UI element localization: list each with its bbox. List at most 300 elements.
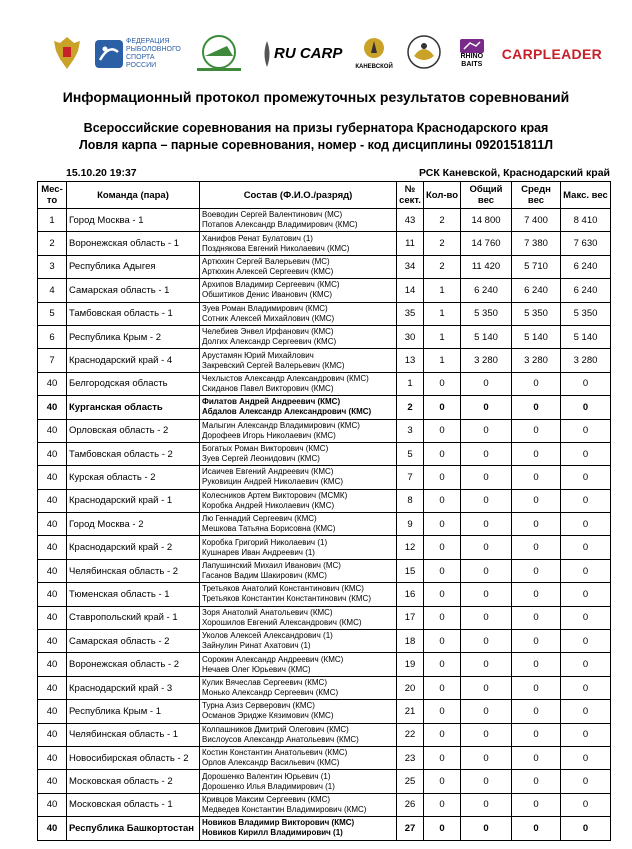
- total-weight-cell: 0: [461, 700, 512, 723]
- total-weight-cell: 0: [461, 419, 512, 442]
- member-name: Зоря Анатолий Анатольевич (КМС): [202, 607, 333, 617]
- column-header-place: Мес-то: [38, 182, 67, 209]
- kanevskaya-logo: [355, 37, 392, 71]
- total-weight-cell: 0: [461, 676, 512, 699]
- team-cell: Самарская область - 2: [67, 630, 200, 653]
- max-weight-cell: 0: [561, 606, 611, 629]
- member-name: Артюхин Сергей Валерьевич (МС): [202, 256, 330, 266]
- member-name: Турна Азиз Серверович (КМС): [202, 701, 315, 711]
- member-name: Дорошенко Валентин Юрьевич (1): [202, 771, 331, 781]
- sector-cell: 27: [397, 817, 424, 840]
- count-cell: 1: [424, 325, 461, 348]
- team-cell: Воронежская область - 1: [67, 232, 200, 255]
- column-header-members: Состав (Ф.И.О./разряд): [200, 182, 397, 209]
- total-weight-cell: 5 350: [461, 302, 512, 325]
- members-cell: [200, 513, 397, 536]
- team-cell: Республика Башкортостан: [67, 817, 200, 840]
- total-weight-cell: 0: [461, 559, 512, 582]
- members-cell: [200, 793, 397, 816]
- count-cell: 0: [424, 630, 461, 653]
- place-cell: 3: [38, 255, 67, 278]
- max-weight-cell: 0: [561, 396, 611, 419]
- member-name: Лю Геннадий Сергеевич (КМС): [202, 514, 317, 524]
- count-cell: 1: [424, 349, 461, 372]
- member-name: Долгих Александр Сергеевич (КМС): [202, 337, 337, 347]
- table-row: [38, 676, 611, 699]
- sector-cell: 30: [397, 325, 424, 348]
- member-name: Орлов Александр Васильевич (КМС): [202, 758, 340, 768]
- sector-cell: 22: [397, 723, 424, 746]
- sector-cell: 25: [397, 770, 424, 793]
- column-header-team: Команда (пара): [67, 182, 200, 209]
- count-cell: 0: [424, 746, 461, 769]
- place-cell: 40: [38, 746, 67, 769]
- total-weight-cell: 0: [461, 770, 512, 793]
- members-cell: [200, 349, 397, 372]
- member-name: Исаичев Евгений Андреевич (КМС): [202, 467, 334, 477]
- member-name: Колпашников Дмитрий Олегович (КМС): [202, 724, 349, 734]
- sector-cell: 26: [397, 793, 424, 816]
- ru-carp-logo: [260, 39, 342, 69]
- sector-cell: 21: [397, 700, 424, 723]
- total-weight-cell: 0: [461, 606, 512, 629]
- table-row: [38, 372, 611, 395]
- fishing-sport-federation-logo: [95, 38, 181, 70]
- sector-cell: 13: [397, 349, 424, 372]
- max-weight-cell: 0: [561, 700, 611, 723]
- federation-text: ФЕДЕРАЦИЯ РЫБОЛОВНОГО СПОРТА РОССИИ: [126, 38, 181, 69]
- member-name: Абдалов Александр Александрович (КМС): [202, 407, 372, 417]
- discipline-line: Ловля карпа – парные соревнования, номер - код дисциплины 0920151811Л: [79, 138, 553, 152]
- place-cell: 40: [38, 770, 67, 793]
- sector-cell: 16: [397, 583, 424, 606]
- avg-weight-cell: 0: [512, 653, 561, 676]
- avg-weight-cell: 0: [512, 770, 561, 793]
- sector-cell: 7: [397, 466, 424, 489]
- member-name: Вислоусов Александр Анатольевич (КМС): [202, 734, 359, 744]
- avg-weight-cell: 7 400: [512, 209, 561, 232]
- count-cell: 2: [424, 255, 461, 278]
- place-cell: 5: [38, 302, 67, 325]
- column-header-total-weight: Общий вес: [461, 182, 512, 209]
- team-cell: Московская область - 1: [67, 793, 200, 816]
- fishing-club-logo: [406, 34, 442, 74]
- sector-cell: 3: [397, 419, 424, 442]
- members-cell: [200, 770, 397, 793]
- anglers-logo: [191, 34, 247, 74]
- max-weight-cell: 0: [561, 746, 611, 769]
- count-cell: 1: [424, 302, 461, 325]
- count-cell: 0: [424, 723, 461, 746]
- sector-cell: 18: [397, 630, 424, 653]
- sector-cell: 43: [397, 209, 424, 232]
- member-name: Османов Эридже Кязимович (КМС): [202, 711, 334, 721]
- team-cell: Курская область - 2: [67, 466, 200, 489]
- team-cell: Тамбовская область - 1: [67, 302, 200, 325]
- max-weight-cell: 0: [561, 583, 611, 606]
- sector-cell: 11: [397, 232, 424, 255]
- rhino-baits-logo: [455, 39, 489, 69]
- place-cell: 40: [38, 396, 67, 419]
- members-cell: [200, 676, 397, 699]
- team-cell: Республика Крым - 2: [67, 325, 200, 348]
- avg-weight-cell: 0: [512, 583, 561, 606]
- members-cell: [200, 817, 397, 840]
- max-weight-cell: 0: [561, 372, 611, 395]
- max-weight-cell: 0: [561, 442, 611, 465]
- date-location-line: [66, 167, 610, 179]
- place-cell: 40: [38, 466, 67, 489]
- member-name: Сорокин Александр Андреевич (КМС): [202, 654, 344, 664]
- team-cell: Орловская область - 2: [67, 419, 200, 442]
- members-cell: [200, 372, 397, 395]
- fishing-club-icon: [406, 34, 442, 74]
- sponsor-logos: [52, 30, 602, 78]
- total-weight-cell: 0: [461, 466, 512, 489]
- member-name: Зуев Роман Владимирович (КМС): [202, 303, 328, 313]
- max-weight-cell: 0: [561, 630, 611, 653]
- max-weight-cell: 6 240: [561, 279, 611, 302]
- table-row: [38, 419, 611, 442]
- carpleader-logo: [501, 46, 602, 62]
- member-name: Дорошенко Илья Владимирович (1): [202, 781, 335, 791]
- member-name: Артюхин Алексей Сергеевич (КМС): [202, 266, 334, 276]
- member-name: Кулик Вячеслав Сергеевич (КМС): [202, 678, 327, 687]
- member-name: Арустамян Юрий Михайлович: [202, 350, 314, 360]
- table-row: [38, 793, 611, 816]
- max-weight-cell: 0: [561, 676, 611, 699]
- avg-weight-cell: 0: [512, 746, 561, 769]
- count-cell: 2: [424, 209, 461, 232]
- total-weight-cell: 3 280: [461, 349, 512, 372]
- avg-weight-cell: 0: [512, 513, 561, 536]
- member-name: Кушнарев Иван Андреевич (1): [202, 547, 315, 557]
- total-weight-cell: 0: [461, 817, 512, 840]
- place-cell: 40: [38, 606, 67, 629]
- avg-weight-cell: 0: [512, 700, 561, 723]
- member-name: Богатых Роман Викторович (КМС): [202, 444, 329, 454]
- emblem-logo: [52, 35, 82, 73]
- total-weight-cell: 0: [461, 653, 512, 676]
- table-row: [38, 442, 611, 465]
- table-header-row: [38, 182, 611, 209]
- members-cell: [200, 536, 397, 559]
- team-cell: Ставропольский край - 1: [67, 606, 200, 629]
- avg-weight-cell: 5 350: [512, 302, 561, 325]
- max-weight-cell: 0: [561, 653, 611, 676]
- member-name: Архипов Владимир Сергеевич (КМС): [202, 280, 340, 290]
- count-cell: 1: [424, 279, 461, 302]
- avg-weight-cell: 5 140: [512, 325, 561, 348]
- sector-cell: 34: [397, 255, 424, 278]
- sector-cell: 2: [397, 396, 424, 419]
- avg-weight-cell: 0: [512, 489, 561, 512]
- place-cell: 4: [38, 279, 67, 302]
- rhino-baits-icon: [460, 39, 484, 53]
- sector-cell: 5: [397, 442, 424, 465]
- max-weight-cell: 5 140: [561, 325, 611, 348]
- members-cell: [200, 232, 397, 255]
- count-cell: 0: [424, 372, 461, 395]
- max-weight-cell: 5 350: [561, 302, 611, 325]
- avg-weight-cell: 0: [512, 676, 561, 699]
- member-name: Челебиев Энвел Ирфанович (КМС): [202, 327, 334, 337]
- member-name: Потапов Александр Владимирович (КМС): [202, 220, 358, 230]
- rhino-baits-text: RHINO BAITS: [460, 53, 484, 68]
- team-cell: Челябинская область - 1: [67, 723, 200, 746]
- member-name: Медведев Константин Владимирович (КМС): [202, 804, 367, 814]
- table-row: [38, 349, 611, 372]
- sector-cell: 17: [397, 606, 424, 629]
- count-cell: 0: [424, 442, 461, 465]
- member-name: Зуев Сергей Леонидович (КМС): [202, 454, 320, 464]
- total-weight-cell: 5 140: [461, 325, 512, 348]
- max-weight-cell: 0: [561, 817, 611, 840]
- members-cell: [200, 489, 397, 512]
- team-cell: Краснодарский край - 3: [67, 676, 200, 699]
- avg-weight-cell: 0: [512, 466, 561, 489]
- total-weight-cell: 0: [461, 489, 512, 512]
- team-cell: Новосибирская область - 2: [67, 746, 200, 769]
- avg-weight-cell: 6 240: [512, 279, 561, 302]
- member-name: Дорофеев Игорь Николаевич (КМС): [202, 430, 336, 440]
- max-weight-cell: 6 240: [561, 255, 611, 278]
- table-row: [38, 770, 611, 793]
- place-cell: 40: [38, 536, 67, 559]
- team-cell: Самарская область - 1: [67, 279, 200, 302]
- place-cell: 40: [38, 793, 67, 816]
- avg-weight-cell: 0: [512, 817, 561, 840]
- member-name: Монько Александр Сергеевич (КМС): [202, 688, 339, 697]
- sector-cell: 12: [397, 536, 424, 559]
- table-row: [38, 513, 611, 536]
- member-name: Закревский Сергей Валерьевич (КМС): [202, 360, 345, 370]
- member-name: Мешкова Татьяна Борисовна (КМС): [202, 524, 336, 534]
- total-weight-cell: 14 760: [461, 232, 512, 255]
- team-cell: Город Москва - 1: [67, 209, 200, 232]
- ru-carp-icon: [260, 39, 274, 69]
- total-weight-cell: 0: [461, 536, 512, 559]
- members-cell: [200, 746, 397, 769]
- avg-weight-cell: 0: [512, 793, 561, 816]
- avg-weight-cell: 0: [512, 606, 561, 629]
- table-row: [38, 817, 611, 840]
- max-weight-cell: 0: [561, 559, 611, 582]
- member-name: Уколов Алексей Александрович (1): [202, 631, 333, 641]
- total-weight-cell: 0: [461, 442, 512, 465]
- member-name: Малыгин Александр Владимирович (КМС): [202, 420, 360, 430]
- max-weight-cell: 0: [561, 770, 611, 793]
- count-cell: 0: [424, 559, 461, 582]
- member-name: Новиков Кирилл Владимирович (1): [202, 828, 343, 838]
- column-header-count: Кол-во: [424, 182, 461, 209]
- sector-cell: 14: [397, 279, 424, 302]
- members-cell: [200, 700, 397, 723]
- place-cell: 40: [38, 653, 67, 676]
- table-row: [38, 653, 611, 676]
- count-cell: 0: [424, 653, 461, 676]
- place-cell: 40: [38, 372, 67, 395]
- count-cell: 0: [424, 583, 461, 606]
- count-cell: 0: [424, 536, 461, 559]
- member-name: Филатов Андрей Андреевич (КМС): [202, 397, 341, 407]
- kanevskaya-text: КАНЕВСКОЙ: [355, 64, 393, 70]
- table-row: [38, 302, 611, 325]
- count-cell: 2: [424, 232, 461, 255]
- members-cell: [200, 442, 397, 465]
- total-weight-cell: 0: [461, 396, 512, 419]
- member-name: Позднякова Евгений Николаевич (КМС): [202, 243, 350, 253]
- place-cell: 1: [38, 209, 67, 232]
- team-cell: Тюменская область - 1: [67, 583, 200, 606]
- table-row: [38, 279, 611, 302]
- member-name: Новиков Владимир Викторович (КМС): [202, 818, 355, 828]
- max-weight-cell: 0: [561, 723, 611, 746]
- member-name: Коробка Андрей Николаевич (КМС): [202, 500, 335, 510]
- avg-weight-cell: 0: [512, 536, 561, 559]
- sector-cell: 19: [397, 653, 424, 676]
- place-cell: 40: [38, 583, 67, 606]
- avg-weight-cell: 3 280: [512, 349, 561, 372]
- members-cell: [200, 653, 397, 676]
- table-row: [38, 232, 611, 255]
- table-row: [38, 583, 611, 606]
- team-cell: Краснодарский край - 4: [67, 349, 200, 372]
- table-row: [38, 606, 611, 629]
- sector-cell: 1: [397, 372, 424, 395]
- sector-cell: 8: [397, 489, 424, 512]
- sector-cell: 23: [397, 746, 424, 769]
- max-weight-cell: 0: [561, 489, 611, 512]
- max-weight-cell: 0: [561, 466, 611, 489]
- max-weight-cell: 0: [561, 536, 611, 559]
- sector-cell: 20: [397, 676, 424, 699]
- sector-cell: 35: [397, 302, 424, 325]
- members-cell: [200, 559, 397, 582]
- member-name: Воеводин Сергей Валентинович (МС): [202, 210, 343, 220]
- team-cell: Республика Адыгея: [67, 255, 200, 278]
- member-name: Чехлыстов Александр Александрович (КМС): [202, 373, 369, 383]
- count-cell: 0: [424, 513, 461, 536]
- table-row: [38, 209, 611, 232]
- place-cell: 2: [38, 232, 67, 255]
- members-cell: [200, 466, 397, 489]
- max-weight-cell: 3 280: [561, 349, 611, 372]
- table-row: [38, 466, 611, 489]
- column-header-max-weight: Макс. вес: [561, 182, 611, 209]
- total-weight-cell: 0: [461, 372, 512, 395]
- place-cell: 40: [38, 723, 67, 746]
- members-cell: [200, 419, 397, 442]
- kanevskaya-icon: [363, 37, 385, 63]
- team-cell: Тамбовская область - 2: [67, 442, 200, 465]
- results-table: [37, 181, 611, 841]
- document-title: Информационный протокол промежуточных результатов соревнований: [62, 89, 570, 105]
- team-cell: Краснодарский край - 1: [67, 489, 200, 512]
- max-weight-cell: 0: [561, 419, 611, 442]
- table-row: [38, 630, 611, 653]
- place-cell: 40: [38, 442, 67, 465]
- members-cell: [200, 606, 397, 629]
- member-name: Сотник Алексей Михайлович (КМС): [202, 313, 335, 323]
- avg-weight-cell: 0: [512, 372, 561, 395]
- member-name: Ханифов Ренат Булатович (1): [202, 233, 313, 243]
- sector-cell: 9: [397, 513, 424, 536]
- member-name: Коробка Григорий Николаевич (1): [202, 537, 328, 547]
- avg-weight-cell: 0: [512, 630, 561, 653]
- count-cell: 0: [424, 700, 461, 723]
- members-cell: [200, 723, 397, 746]
- team-cell: Челябинская область - 2: [67, 559, 200, 582]
- avg-weight-cell: 0: [512, 419, 561, 442]
- member-name: Скиданов Павел Викторович (КМС): [202, 383, 334, 393]
- competition-name: Всероссийские соревнования на призы губернатора Краснодарского края: [83, 121, 549, 135]
- members-cell: [200, 279, 397, 302]
- table-row: [38, 700, 611, 723]
- team-cell: Московская область - 2: [67, 770, 200, 793]
- avg-weight-cell: 7 380: [512, 232, 561, 255]
- member-name: Колесников Артем Викторович (МСМК): [202, 490, 348, 500]
- member-name: Гасанов Вадим Шакирович (КМС): [202, 571, 327, 581]
- count-cell: 0: [424, 770, 461, 793]
- protocol-datetime: 15.10.20 19:37: [66, 167, 137, 179]
- count-cell: 0: [424, 793, 461, 816]
- anglers-logo-icon: [191, 34, 247, 74]
- max-weight-cell: 8 410: [561, 209, 611, 232]
- team-cell: Курганская область: [67, 396, 200, 419]
- total-weight-cell: 0: [461, 723, 512, 746]
- team-cell: Республика Крым - 1: [67, 700, 200, 723]
- members-cell: [200, 325, 397, 348]
- table-row: [38, 325, 611, 348]
- total-weight-cell: 0: [461, 513, 512, 536]
- total-weight-cell: 0: [461, 793, 512, 816]
- place-cell: 7: [38, 349, 67, 372]
- member-name: Руковицин Андрей Николаевич (КМС): [202, 477, 344, 487]
- avg-weight-cell: 5 710: [512, 255, 561, 278]
- max-weight-cell: 0: [561, 513, 611, 536]
- emblem-icon: [52, 35, 82, 73]
- member-name: Лапушинский Михаил Иванович (МС): [202, 561, 341, 571]
- members-cell: [200, 255, 397, 278]
- table-row: [38, 723, 611, 746]
- members-cell: [200, 209, 397, 232]
- count-cell: 0: [424, 396, 461, 419]
- avg-weight-cell: 0: [512, 723, 561, 746]
- total-weight-cell: 11 420: [461, 255, 512, 278]
- fishing-sport-federation-icon: [95, 40, 123, 68]
- place-cell: 40: [38, 559, 67, 582]
- member-name: Третьяков Константин Константинович (КМС): [202, 594, 371, 604]
- ru-carp-text: RU CARP: [274, 45, 343, 62]
- table-row: [38, 746, 611, 769]
- place-cell: 40: [38, 419, 67, 442]
- venue-location: РСК Каневской, Краснодарский край: [419, 167, 610, 179]
- team-cell: Краснодарский край - 2: [67, 536, 200, 559]
- place-cell: 40: [38, 630, 67, 653]
- member-name: Третьяков Анатолий Константинович (КМС): [202, 584, 364, 594]
- count-cell: 0: [424, 817, 461, 840]
- place-cell: 40: [38, 513, 67, 536]
- team-cell: Воронежская область - 2: [67, 653, 200, 676]
- total-weight-cell: 0: [461, 630, 512, 653]
- member-name: Обшитиков Денис Иванович (КМС): [202, 290, 333, 300]
- place-cell: 40: [38, 489, 67, 512]
- table-row: [38, 559, 611, 582]
- column-header-avg-weight: Средн вес: [512, 182, 561, 209]
- avg-weight-cell: 0: [512, 442, 561, 465]
- team-cell: Город Москва - 2: [67, 513, 200, 536]
